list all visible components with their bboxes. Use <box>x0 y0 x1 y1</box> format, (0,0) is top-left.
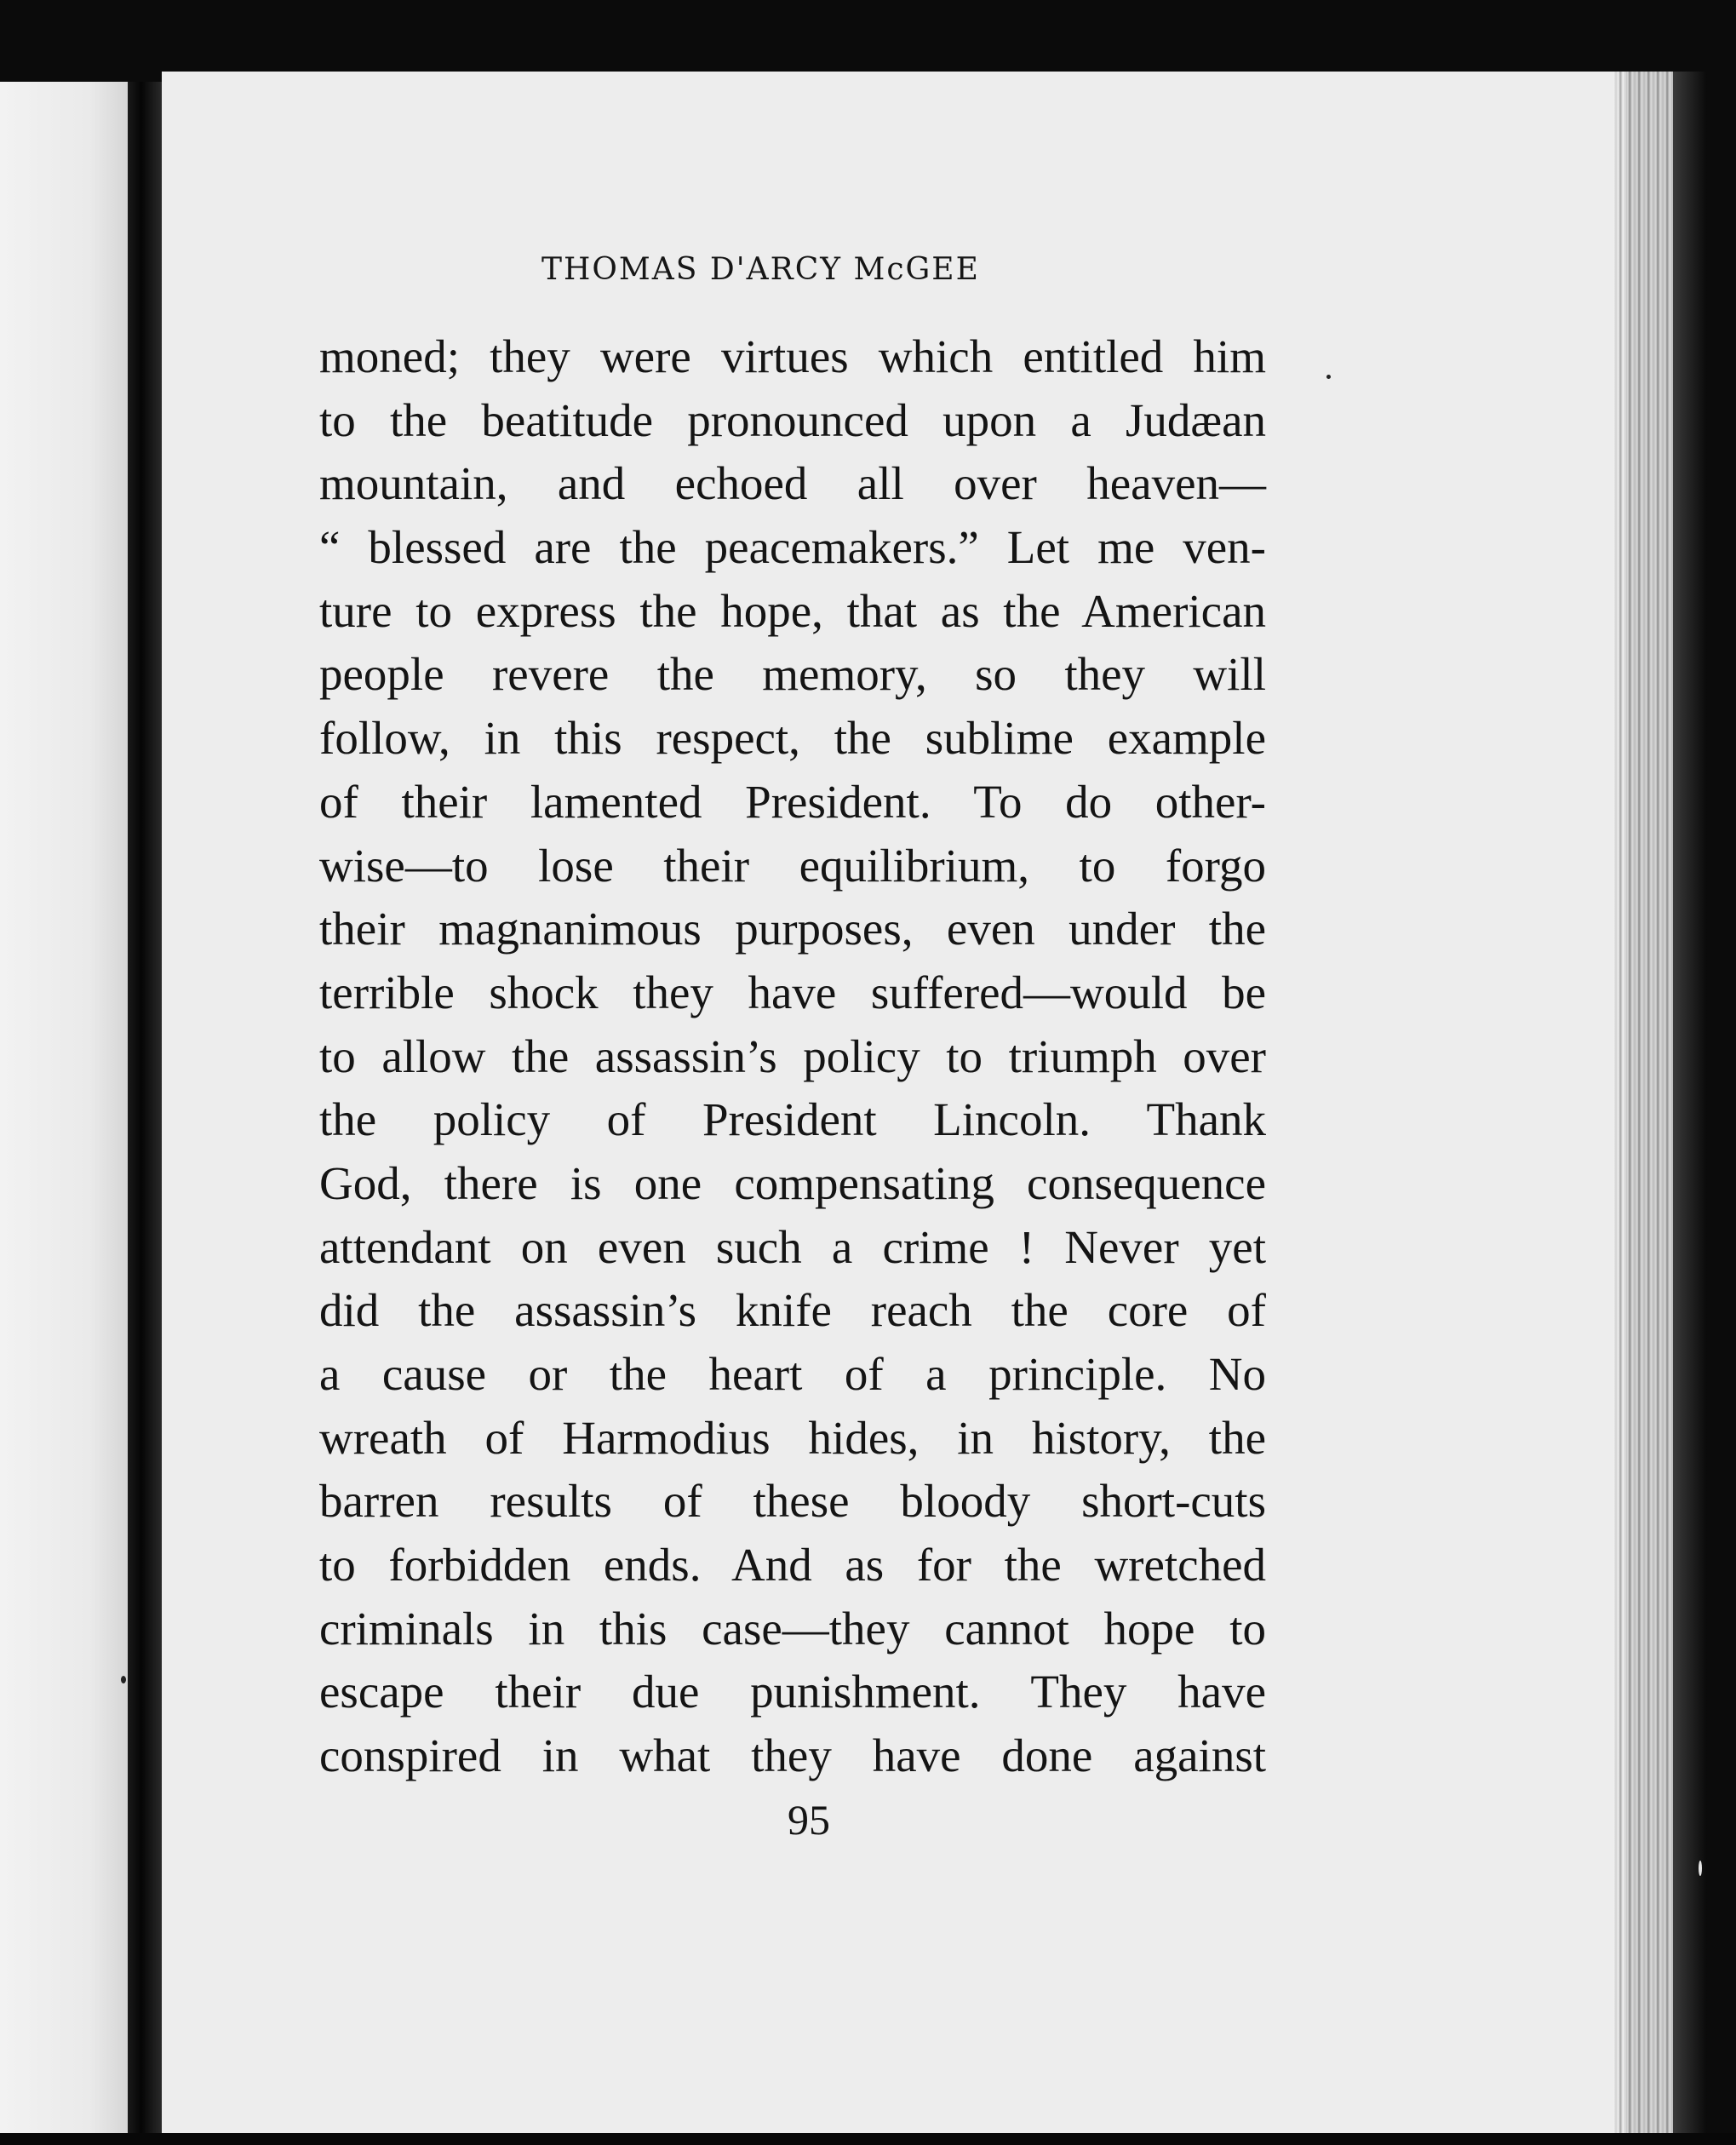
book-gutter <box>128 82 162 2136</box>
text-line: God, there is one compensating consequence <box>319 1156 1266 1209</box>
text-line: the policy of President Lincoln. Thank <box>319 1093 1266 1146</box>
dust-speck <box>1326 375 1331 379</box>
text-line: conspired in what they have done against <box>319 1729 1266 1782</box>
text-line: attendant on even such a crime ! Never yet <box>319 1220 1266 1273</box>
text-line: follow, in this respect, the sublime example <box>319 712 1266 765</box>
text-line: ture to express the hope, that as the American <box>319 584 1266 637</box>
page-block-shadow <box>1673 72 1707 2134</box>
text-line: did the assassin’s knife reach the core of <box>319 1284 1266 1337</box>
text-line: to allow the assassin’s policy to triumph over <box>319 1029 1266 1082</box>
text-line: their magnanimous purposes, even under the <box>319 903 1266 955</box>
text-line: wreath of Harmodius hides, in history, the <box>319 1411 1266 1464</box>
running-head: THOMAS D'ARCY McGEE <box>541 252 980 287</box>
text-line: mountain, and echoed all over heaven— <box>319 457 1266 510</box>
page-block-edge <box>1613 72 1673 2134</box>
text-line: wise—to lose their equilibrium, to forgo <box>319 839 1266 892</box>
text-line: a cause or the heart of a principle. No <box>319 1348 1266 1400</box>
text-line: barren results of these bloody short-cuts <box>319 1475 1266 1528</box>
text-line: moned; they were virtues which entitled him <box>319 330 1266 382</box>
text-line: to forbidden ends. And as for the wretched <box>319 1539 1266 1592</box>
page-number: 95 <box>788 1796 830 1844</box>
left-page-margin <box>0 82 128 2136</box>
text-line: of their lamented President. To do other- <box>319 775 1266 828</box>
text-line: to the beatitude pronounced upon a Judæan <box>319 393 1266 446</box>
text-line: “ blessed are the peacemakers.” Let me ven- <box>319 521 1266 574</box>
text-line: criminals in this case—they cannot hope to <box>319 1602 1266 1655</box>
text-line: people revere the memory, so they will <box>319 648 1266 701</box>
text-line: terrible shock they have suffered—would be <box>319 966 1266 1018</box>
text-line: escape their due punishment. They have <box>319 1666 1266 1718</box>
body-text <box>319 325 1266 1788</box>
dust-speck <box>121 1676 126 1683</box>
scan-bottom-border <box>0 2133 1736 2145</box>
dust-speck <box>1699 1861 1702 1876</box>
